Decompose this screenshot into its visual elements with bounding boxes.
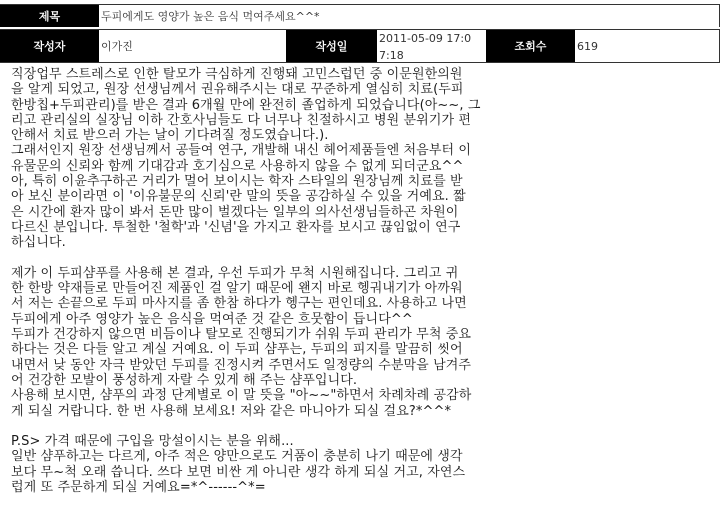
- post-date: [377, 30, 486, 62]
- post-date-line2: 7:18: [379, 49, 404, 62]
- body-line: 내면서 낮 동안 자극 받았던 두피를 진정시켜 주면서도 일정량의 수분막을 남겨주: [11, 357, 472, 373]
- post-title: 두피에게도 영양가 높은 음식 먹여주세요^^*: [99, 5, 720, 27]
- paragraph-spacer: [11, 251, 711, 266]
- date-label: 작성일: [286, 30, 377, 62]
- view-count: 619: [575, 30, 720, 62]
- body-paragraph-2: [11, 266, 711, 419]
- post-date-line1: 2011-05-09 17:0: [379, 32, 472, 45]
- body-line: 게 되실 거랍니다. 한 번 사용해 보세요! 저와 같은 마니아가 되실 걸요?*^^*: [11, 403, 452, 419]
- post-body: [11, 67, 711, 495]
- body-line: 한방칩+두피관리)를 받은 결과 6개월 만에 완전히 졸업하게 되었습니다(아~~, 그: [11, 97, 481, 113]
- body-paragraph-ps: [11, 434, 711, 495]
- body-line: 서 저는 손끝으로 두피 마사지를 좀 한참 하다가 헹구는 편인데요. 사용하고 나면: [11, 296, 467, 312]
- author-label: 작성자: [0, 30, 99, 62]
- body-line: 직장업무 스트레스로 인한 탈모가 극심하게 진행돼 고민스럽던 중 이문원한의원: [11, 67, 463, 82]
- body-line: 하십니다.: [11, 235, 66, 251]
- title-row: [0, 4, 720, 27]
- body-line: 안해서 치료 받으러 가는 날이 기다려질 정도였습니다.).: [11, 128, 329, 144]
- body-line: 리고 관리실의 실장님 이하 간호사님들도 다 너무나 친절하시고 병원 분위기가 편: [11, 112, 472, 128]
- body-line: 제가 이 두피샴푸를 사용해 본 결과, 우선 두피가 무척 시원해집니다. 그리고 귀: [11, 265, 459, 281]
- body-line: 어 건강한 모발이 풍성하게 자랄 수 있게 해 주는 샴푸입니다.: [11, 372, 358, 388]
- body-line: 다르신 분입니다. 투철한 '철학'과 '신념'을 가지고 환자를 보시고 끊임없이 연구: [11, 219, 461, 235]
- title-label: 제목: [0, 5, 99, 27]
- body-line: 보다 무~척 오래 씁니다. 쓰다 보면 비싼 게 아니란 생각 하게 되실 거고, 자연스: [11, 464, 466, 480]
- meta-row: [0, 29, 720, 63]
- body-line: 럽게 또 주문하게 되실 거예요=*^------^*=: [11, 480, 266, 496]
- body-line: 유물문의 신뢰와 함께 기대감과 호기심으로 사용하지 않을 수 없게 되더군요^^: [11, 158, 464, 174]
- body-line: 두피가 건강하지 않으면 비듬이나 탈모로 진행되기가 쉬워 두피 관리가 무척 중요: [11, 327, 472, 343]
- views-label: 조회수: [486, 30, 575, 62]
- body-line: 일반 샴푸하고는 다르게, 아주 적은 양만으로도 거품이 충분히 나기 때문에 생각: [11, 449, 463, 465]
- author-name: 이가진: [99, 30, 286, 62]
- body-line: 아, 특히 이윤추구하곤 거리가 멀어 보이시는 학자 스타일의 원장님께 치료를 받: [11, 174, 463, 190]
- body-line: 그래서인지 원장 선생님께서 공들여 연구, 개발해 내신 헤어제품들엔 처음부터 이: [11, 143, 472, 159]
- body-line: 사용해 보시면, 샴푸의 과정 단계별로 이 말 뜻을 "아~~"하면서 차례차례 공감하: [11, 388, 472, 404]
- body-line: 을 알게 되었고, 원장 선생님께서 권유해주시는 대로 꾸준하게 열심히 치료(두피: [11, 82, 464, 98]
- body-line: 하다는 것은 다들 알고 계실 거예요. 이 두피 샴푸는, 두피의 피지를 말끔히 씻어: [11, 342, 463, 358]
- body-line: 아 보신 분이라면 이 '이유불문의 신뢰'란 말의 뜻을 공감하실 수 있을 거예요. 짧: [11, 189, 466, 205]
- paragraph-spacer: [11, 419, 711, 434]
- body-paragraph-1: [11, 67, 711, 251]
- body-line: 두피에게 아주 영양가 높은 음식을 먹여준 것 같은 흐뭇함이 듭니다^^: [11, 311, 413, 327]
- body-line: 은 시간에 환자 많이 봐서 돈만 많이 벌겠다는 일부의 의사선생님들하곤 차원이: [11, 204, 459, 220]
- body-line: 한 한방 약재들로 만들어진 제품인 걸 알기 때문에 왠지 바로 헹궈내기가 아까워: [11, 281, 463, 297]
- body-line: P.S> 가격 때문에 구입을 망설이시는 분을 위해...: [11, 434, 294, 450]
